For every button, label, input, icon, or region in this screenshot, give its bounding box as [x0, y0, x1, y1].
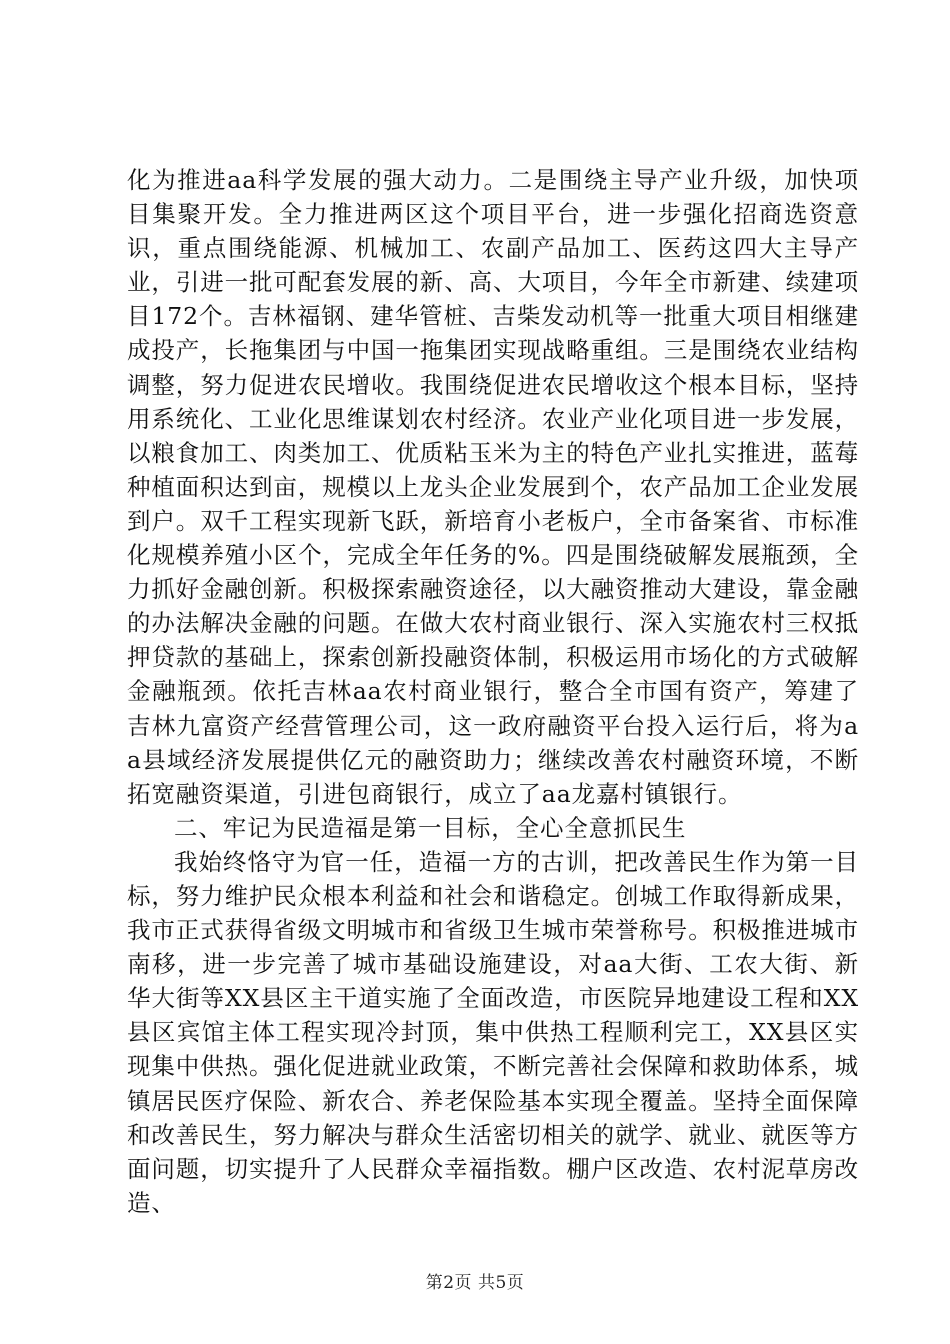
section-heading: 二、牢记为民造福是第一目标，全心全意抓民生 [174, 813, 687, 842]
page-footer: 第2页 共5页 [425, 1273, 525, 1293]
paragraph-continuation: 化为推进aa科学发展的强大动力。二是围绕主导产业升级，加快项目集聚开发。全力推进两区这个项目平台，进一步强化招商选资意识，重点围绕能源、机械加工、农副产品加工、医药这四大主导产业，引进一批可配套发展的新、高、大项目，今年全市新建、续建项目172个。吉林福钢、建华管桩、吉柴发动机等一批重大项目相继建成投产，长拖集团与中国一拖集团实现战略重组。三是围绕农业结构调整，努力促进农民增收。我围绕促进农民增收这个根本目标，坚持用系统化、工业化思维谋划农村经济。农业产业化项目进一步发展，以粮食加工、肉类加工、优质粘玉米为主的特色产业扎实推进，蓝莓种植面积达到亩，规模以上龙头企业发展到个，农产品加工企业发展到户。双千工程实现新飞跃，新培育小老板户，全市备案省、市标准化规模养殖小区个，完成全年任务的%。四是围绕破解发展瓶颈，全力抓好金融创新。积极探索融资途径，以大融资推动大建设，靠金融的办法解决金融的问题。在做大农村商业银行、深入实施农村三权抵押贷款的基础上，探索创新投融资体制，积极运用市场化的方式破解金融瓶颈。依托吉林aa农村商业银行，整合全市国有资产，筹建了吉林九富资产经营管理公司，这一政府融资平台投入运行后，将为aa县域经济发展提供亿元的融资助力；继续改善农村融资环境，不断拓宽融资渠道，引进包商银行，成立了aa龙嘉村镇银行。 [127, 166, 859, 808]
document-body [127, 163, 859, 1220]
paragraph-livelihood: 我始终恪守为官一任，造福一方的古训，把改善民生作为第一目标，努力维护民众根本利益和社会和谐稳定。创城工作取得新成果，我市正式获得省级文明城市和省级卫生城市荣誉称号。积极推进城市南移，进一步完善了城市基础设施建设，对aa大街、工农大街、新华大街等XX县区主干道实施了全面改造，市医院异地建设工程和XX县区宾馆主体工程实现冷封顶，集中供热工程顺利完工，XX县区实现集中供热。强化促进就业政策，不断完善社会保障和救助体系，城镇居民医疗保险、新农合、养老保险基本实现全覆盖。坚持全面保障和改善民生，努力解决与群众生活密切相关的就学、就业、就医等方面问题，切实提升了人民群众幸福指数。棚户区改造、农村泥草房改造、 [127, 847, 859, 1217]
